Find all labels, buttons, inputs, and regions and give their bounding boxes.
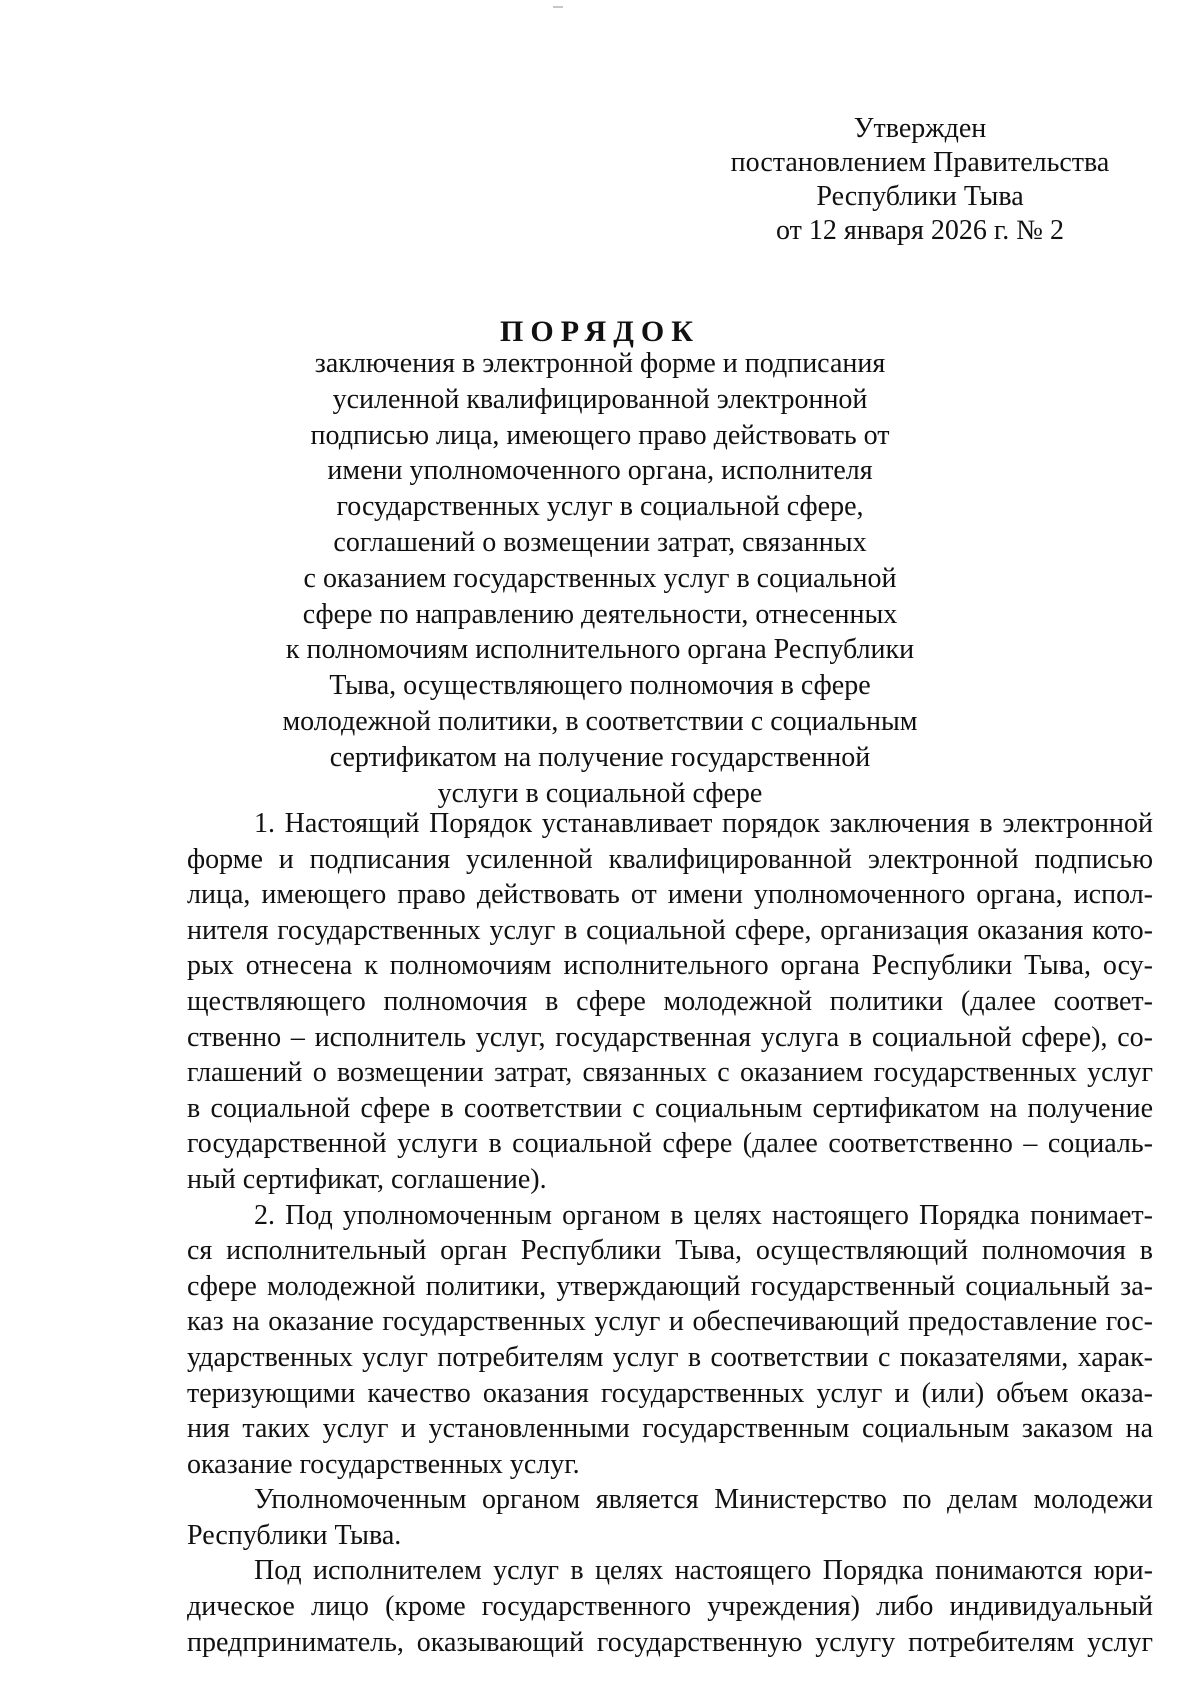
subtitle-line: усиленной квалифицированной электронной [332,383,868,415]
body-text-line: в социальной сфере в соответствии с социальным сертификатом на получение [187,1092,1153,1124]
subtitle-line: подписью лица, имеющего право действовать от [310,419,890,451]
approval-line: от 12 января 2026 г. № 2 [776,215,1064,246]
body-text-line: форме и подписания усиленной квалифицированной электронной подписью [187,843,1153,875]
document-title: ПОРЯДОК [500,315,700,348]
body-text-line: оказание государственных услуг. [187,1448,580,1480]
body-text-line: нителя государственных услуг в социальной сфере, организация оказания кото- [187,914,1153,946]
body-text-line: Республики Тыва. [187,1519,402,1551]
body-text-line: теризующими качество оказания государственных услуг и (или) объем оказа- [187,1377,1153,1409]
document-subtitle [250,346,950,811]
subtitle-line: услуги в социальной сфере [437,777,763,809]
subtitle-line: заключения в электронной форме и подписания [314,348,886,379]
body-text-line: ния таких услуг и установленными государственным социальным заказом на [187,1413,1153,1445]
body-text-line: ся исполнительный орган Республики Тыва, осуществляющий полномочия в [187,1235,1153,1267]
body-text-line: дическое лицо (кроме государственного учреждения) либо индивидуальный [187,1591,1153,1623]
body-text-line: глашений о возмещении затрат, связанных с оказанием государственных услуг [187,1057,1153,1089]
body-text-line: ударственных услуг потребителям услуг в соответствии с показателями, харак- [187,1341,1153,1373]
document-body [187,806,1153,1660]
subtitle-line: Тыва, осуществляющего полномочия в сфере [329,670,871,702]
body-text-line: предприниматель, оказывающий государственную услугу потребителям услуг [187,1626,1153,1658]
approval-stamp-block [700,112,1140,248]
body-text-line: ственно – исполнитель услуг, государственная услуга в социальной сфере), со- [187,1021,1153,1053]
body-text-line: ный сертификат, соглашение). [187,1163,547,1195]
body-text-line: ществляющего полномочия в сфере молодежной политики (далее соответ- [187,985,1153,1017]
scan-artifact [553,6,563,8]
body-text-line: Уполномоченным органом является Министерство по делам молодежи [254,1484,1153,1516]
body-text-line: 2. Под уполномоченным органом в целях настоящего Порядка понимает- [254,1199,1153,1231]
body-text-line: каз на оказание государственных услуг и обеспечивающий предоставление гос- [187,1306,1153,1338]
approval-line: постановлением Правительства [730,147,1110,178]
subtitle-line: молодежной политики, в соответствии с социальным [282,705,918,737]
subtitle-line: сертификатом на получение государственной [329,741,871,773]
body-text-line: 1. Настоящий Порядок устанавливает порядок заключения в электронной [254,808,1153,839]
body-text-line: рых отнесена к полномочиям исполнительного органа Республики Тыва, осу- [187,950,1153,982]
body-text-line: лица, имеющего право действовать от имени уполномоченного органа, испол- [187,879,1153,911]
subtitle-line: государственных услуг в социальной сфере, [336,491,864,523]
subtitle-line: с оказанием государственных услуг в социальной [303,562,897,594]
body-text-line: государственной услуги в социальной сфере (далее соответственно – социаль- [187,1128,1153,1160]
subtitle-line: соглашений о возмещении затрат, связанных [333,526,867,558]
approval-line: Республики Тыва [816,181,1024,212]
approval-line: Утвержден [853,113,987,144]
subtitle-line: сфере по направлению деятельности, отнесенных [302,598,898,630]
body-text-line: сфере молодежной политики, утверждающий государственный социальный за- [187,1270,1153,1302]
subtitle-line: имени уполномоченного органа, исполнителя [327,455,873,487]
body-text-line: Под исполнителем услуг в целях настоящего Порядка понимаются юри- [254,1555,1153,1587]
subtitle-line: к полномочиям исполнительного органа Республики [285,634,915,666]
